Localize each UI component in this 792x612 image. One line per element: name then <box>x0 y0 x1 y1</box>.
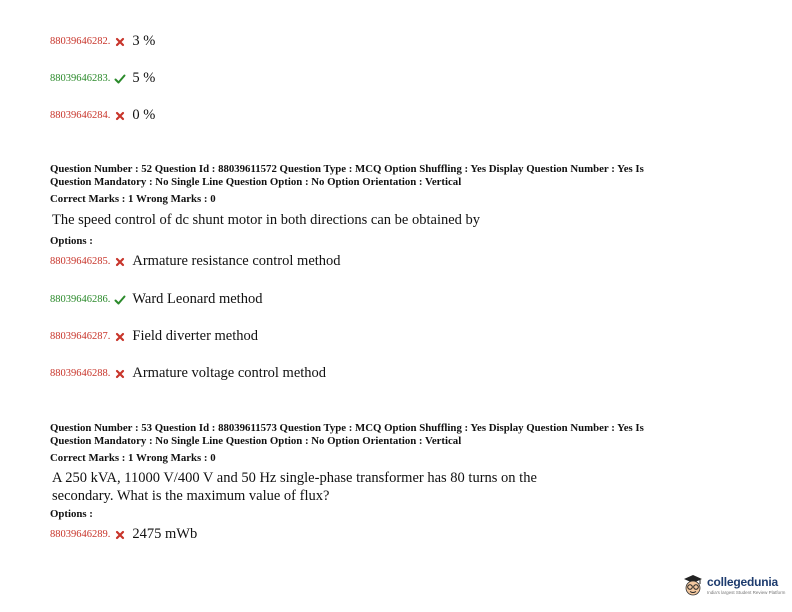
option-text: 5 % <box>132 70 156 86</box>
cross-icon <box>114 256 126 268</box>
option-id: 88039646283. <box>50 73 111 84</box>
option-id: 88039646285. <box>50 256 111 267</box>
option-id: 88039646287. <box>50 331 111 342</box>
option-id: 88039646288. <box>50 368 111 379</box>
option-row <box>50 70 155 87</box>
option-id: 88039646282. <box>50 36 111 47</box>
question-text: The speed control of dc shunt motor in both directions can be obtained by <box>52 212 481 228</box>
question-header <box>50 163 740 189</box>
option-text: Field diverter method <box>132 328 259 344</box>
option-text: 2475 mWb <box>132 526 198 542</box>
option-text: Armature resistance control method <box>132 253 341 269</box>
logo-name: collegedunia <box>707 575 778 589</box>
question-marks: Correct Marks : 1 Wrong Marks : 0 <box>50 193 216 205</box>
option-row <box>50 107 155 124</box>
check-icon <box>114 294 126 306</box>
option-id: 88039646289. <box>50 529 111 540</box>
option-text: 3 % <box>132 33 156 49</box>
question-text <box>52 469 632 505</box>
question-header-line: Question Number : 52 Question Id : 88039611572 Question Type : MCQ Option Shuffling : Yes Display Question Number : Yes Is <box>50 163 644 175</box>
cross-icon <box>114 331 126 343</box>
option-id: 88039646284. <box>50 110 111 121</box>
question-header <box>50 422 740 448</box>
option-row <box>50 365 326 382</box>
option-row <box>50 253 341 270</box>
cross-icon <box>114 368 126 380</box>
option-id: 88039646286. <box>50 294 111 305</box>
option-text: 0 % <box>132 107 156 123</box>
question-text-line: secondary. What is the maximum value of flux? <box>52 488 330 504</box>
collegedunia-logo <box>682 572 785 598</box>
question-header-line: Question Mandatory : No Single Line Question Option : No Option Orientation : Vertical <box>50 435 462 447</box>
logo-text <box>707 575 785 595</box>
cross-icon <box>114 529 126 541</box>
question-text-line: A 250 kVA, 11000 V/400 V and 50 Hz single-phase transformer has 80 turns on the <box>52 470 537 486</box>
options-label: Options : <box>50 508 93 520</box>
option-text: Armature voltage control method <box>132 365 327 381</box>
question-header-line: Question Mandatory : No Single Line Question Option : No Option Orientation : Vertical <box>50 176 462 188</box>
option-row <box>50 33 155 50</box>
question-marks: Correct Marks : 1 Wrong Marks : 0 <box>50 452 216 464</box>
cross-icon <box>114 36 126 48</box>
option-row <box>50 291 262 308</box>
option-row <box>50 526 197 543</box>
option-row <box>50 328 258 345</box>
cross-icon <box>114 110 126 122</box>
options-label: Options : <box>50 235 93 247</box>
check-icon <box>114 73 126 85</box>
question-header-line: Question Number : 53 Question Id : 88039611573 Question Type : MCQ Option Shuffling : Yes Display Question Number : Yes Is <box>50 422 644 434</box>
option-text: Ward Leonard method <box>132 291 263 307</box>
logo-tagline: India's largest Student Review Platform <box>707 590 786 595</box>
mascot-icon <box>682 572 704 598</box>
